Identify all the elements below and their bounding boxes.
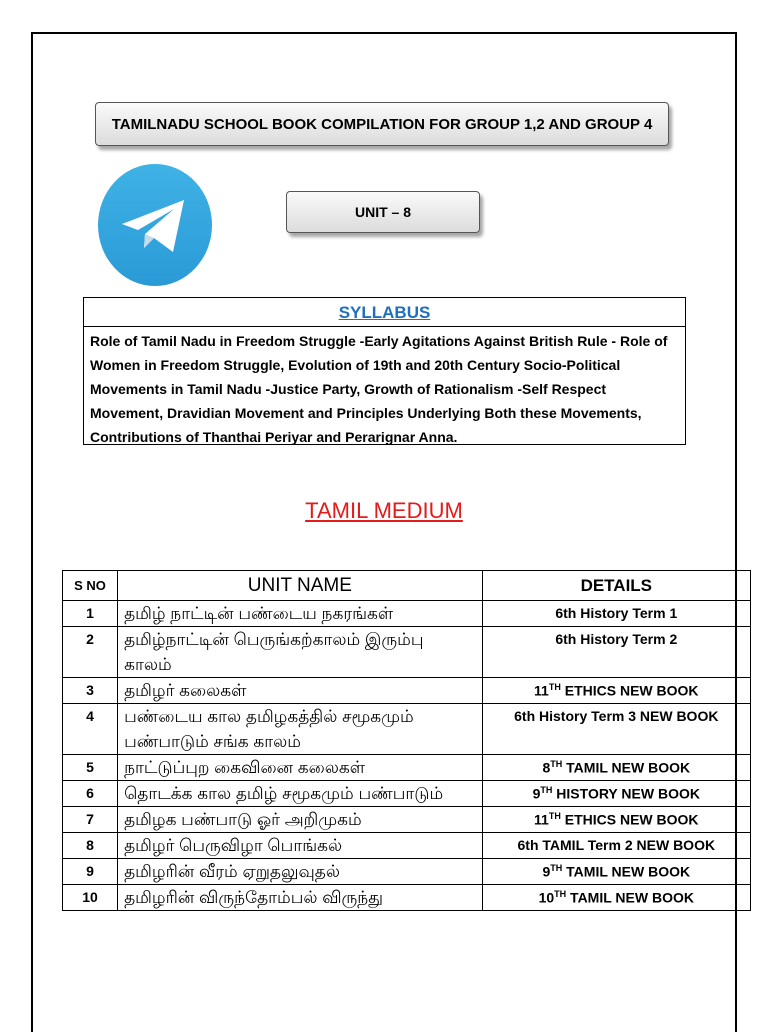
row-sno: 7 — [63, 807, 118, 833]
row-unit-name: தமிழர் பெருவிழா பொங்கல் — [118, 833, 483, 859]
row-sno: 2 — [63, 627, 118, 678]
header-sno: S NO — [63, 571, 118, 601]
row-sno: 8 — [63, 833, 118, 859]
row-sno: 1 — [63, 601, 118, 627]
unit-table — [62, 570, 751, 911]
row-sno: 3 — [63, 678, 118, 704]
row-details: 11TH ETHICS NEW BOOK — [482, 678, 750, 704]
row-details: 6th History Term 2 — [482, 627, 750, 678]
row-unit-name: தமிழரின் விருந்தோம்பல் விருந்து — [118, 885, 483, 911]
header-details: DETAILS — [482, 571, 750, 601]
medium-title: TAMIL MEDIUM — [305, 498, 463, 523]
syllabus-box — [83, 297, 686, 445]
row-unit-name: தமிழக பண்பாடு ஓர் அறிமுகம் — [118, 807, 483, 833]
row-unit-name: நாட்டுப்புற கைவினை கலைகள் — [118, 755, 483, 781]
row-details: 11TH ETHICS NEW BOOK — [482, 807, 750, 833]
table-row — [63, 833, 751, 859]
table-row — [63, 627, 751, 678]
table-row — [63, 601, 751, 627]
row-unit-name: தமிழ்நாட்டின் பெருங்கற்காலம் இரும்பு காலம் — [118, 627, 483, 678]
row-unit-name: தொடக்க கால தமிழ் சமூகமும் பண்பாடும் — [118, 781, 483, 807]
row-sno: 4 — [63, 704, 118, 755]
row-unit-name: தமிழரின் வீரம் ஏறுதலுவுதல் — [118, 859, 483, 885]
row-details: 9TH TAMIL NEW BOOK — [482, 859, 750, 885]
unit-label: UNIT – 8 — [286, 191, 480, 233]
header-unit-name: UNIT NAME — [118, 571, 483, 601]
table-row — [63, 781, 751, 807]
syllabus-heading: SYLLABUS — [84, 303, 685, 327]
syllabus-text: Role of Tamil Nadu in Freedom Struggle -Early Agitations Against British Rule - Role of Women in Freedom Struggle, Evolution of 19th and 20th Century Socio-Political Movements in Tamil Nadu -Justice Party, Growth of Rationalism -Self Respect Movement, Dravidian Movement and Principles Underlying Both these Movements, Contributions of Thanthai Periyar and Perarignar Anna. — [90, 333, 668, 445]
row-unit-name: பண்டைய கால தமிழகத்தில் சமூகமும் பண்பாடும் சங்க காலம் — [118, 704, 483, 755]
row-unit-name: தமிழர் கலைகள் — [118, 678, 483, 704]
row-details: 8TH TAMIL NEW BOOK — [482, 755, 750, 781]
table-row — [63, 755, 751, 781]
row-details: 10TH TAMIL NEW BOOK — [482, 885, 750, 911]
table-row — [63, 885, 751, 911]
row-sno: 5 — [63, 755, 118, 781]
table-row — [63, 704, 751, 755]
table-row — [63, 678, 751, 704]
table-row — [63, 807, 751, 833]
row-details: 6th TAMIL Term 2 NEW BOOK — [482, 833, 750, 859]
table-row — [63, 859, 751, 885]
telegram-logo-icon[interactable] — [98, 164, 212, 286]
document-title: TAMILNADU SCHOOL BOOK COMPILATION FOR GROUP 1,2 AND GROUP 4 — [95, 102, 669, 146]
row-details: 6th History Term 1 — [482, 601, 750, 627]
row-unit-name: தமிழ் நாட்டின் பண்டைய நகரங்கள் — [118, 601, 483, 627]
row-details: 9TH HISTORY NEW BOOK — [482, 781, 750, 807]
row-sno: 6 — [63, 781, 118, 807]
row-details: 6th History Term 3 NEW BOOK — [482, 704, 750, 755]
row-sno: 9 — [63, 859, 118, 885]
table-header-row — [63, 571, 751, 601]
row-sno: 10 — [63, 885, 118, 911]
